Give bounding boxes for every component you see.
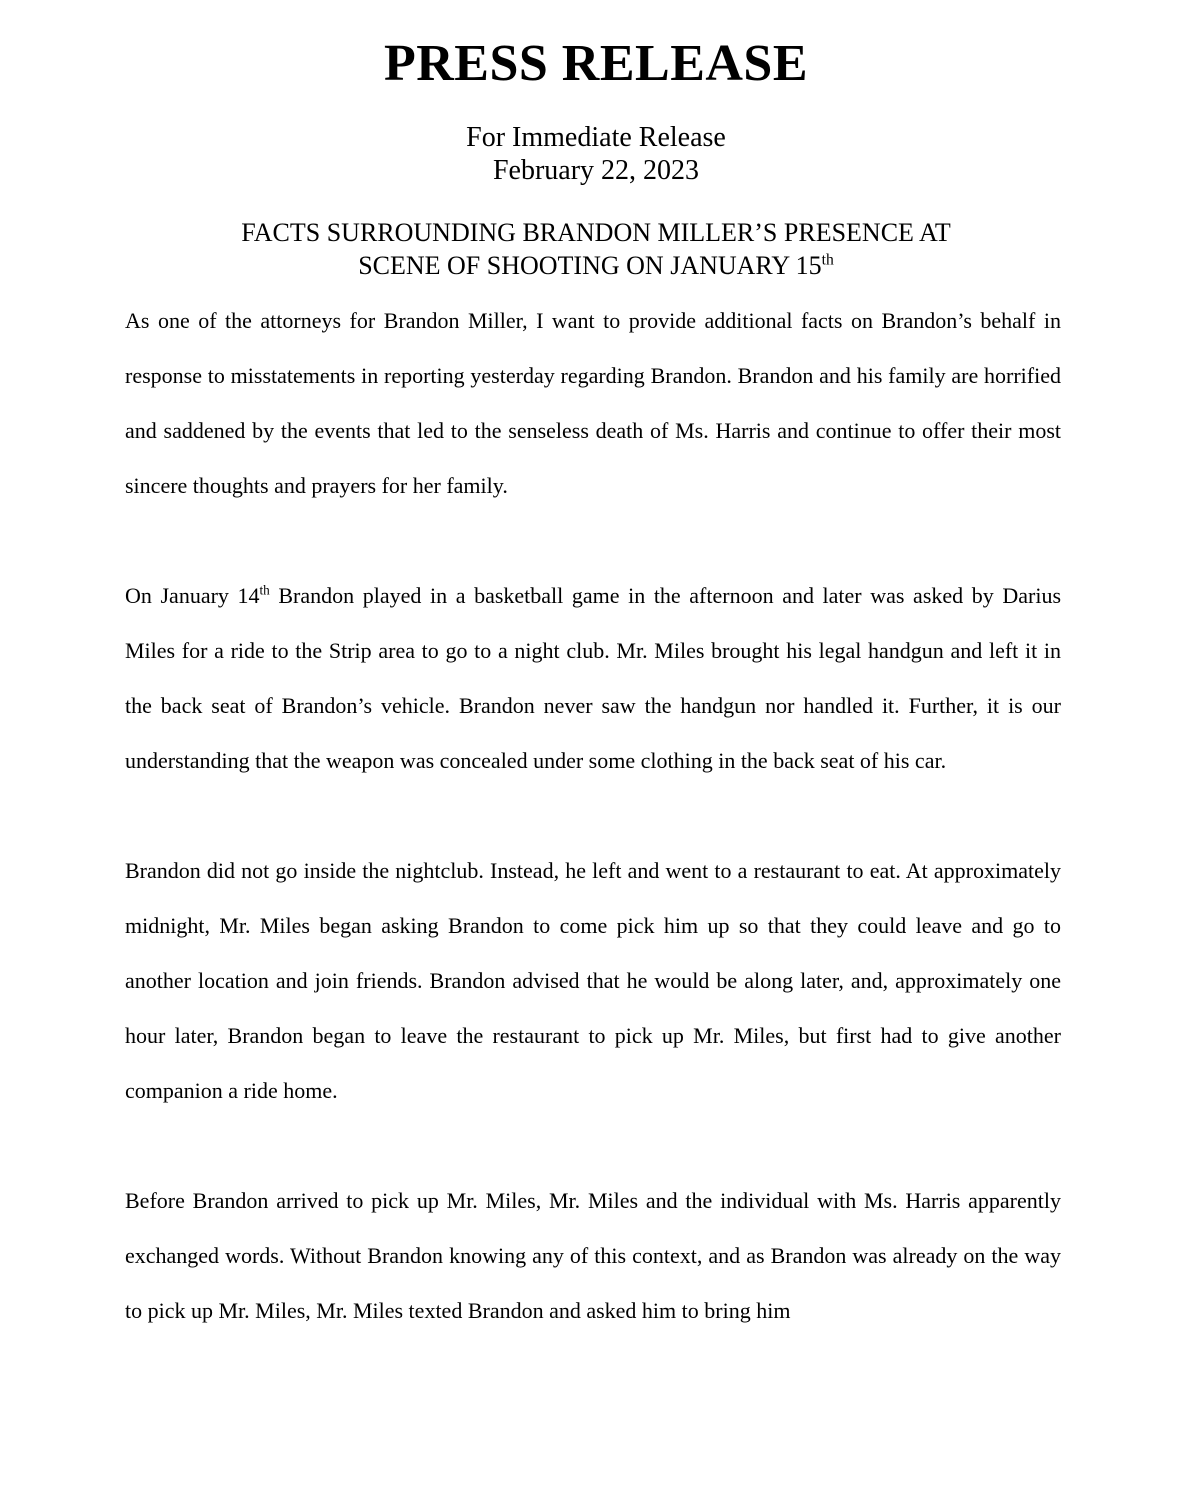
headline-line-1: FACTS SURROUNDING BRANDON MILLER’S PRESENCE AT bbox=[241, 218, 951, 247]
headline-ordinal-suffix: th bbox=[821, 251, 834, 269]
paragraph-3: Brandon did not go inside the nightclub. Instead, he left and went to a restaurant to eat. At approximately midnight, Mr. Miles began asking Brandon to come pick him up so that they could leave and go to another location and join friends. Brandon advised that he would be along later, and, approximately one hour later, Brandon began to leave the restaurant to pick up Mr. Miles, but first had to give another companion a ride home. bbox=[125, 858, 1061, 1103]
release-line: For Immediate Release bbox=[466, 122, 726, 153]
paragraph-2 bbox=[125, 568, 1061, 788]
paragraph-2-lead: On January 14 bbox=[125, 583, 260, 608]
paragraph-4: Before Brandon arrived to pick up Mr. Miles, Mr. Miles and the individual with Ms. Harris apparently exchanged words. Without Brandon knowing any of this context, and as Brandon was already on the way to pick up Mr. Miles, Mr. Miles texted Brandon and asked him to bring him bbox=[125, 1188, 1061, 1323]
release-info bbox=[0, 121, 1192, 187]
headline bbox=[0, 216, 1192, 282]
paragraph-2-rest: Brandon played in a basketball game in the afternoon and later was asked by Darius Miles for a ride to the Strip area to go to a night club. Mr. Miles brought his legal handgun and left it in the back seat of Brandon’s vehicle. Brandon never saw the handgun nor handled it. Further, it is our understanding that the weapon was concealed under some clothing in the back seat of his car. bbox=[125, 583, 1061, 773]
paragraph-1: As one of the attorneys for Brandon Miller, I want to provide additional facts on Brandon’s behalf in response to misstatements in reporting yesterday regarding Brandon. Brandon and his family are horrified and saddened by the events that led to the senseless death of Ms. Harris and continue to offer their most sincere thoughts and prayers for her family. bbox=[125, 308, 1061, 498]
paragraph-2-ordinal-suffix: th bbox=[259, 582, 270, 598]
body-text bbox=[125, 293, 1061, 1393]
document-title: PRESS RELEASE bbox=[383, 35, 809, 92]
release-date: February 22, 2023 bbox=[492, 155, 700, 186]
headline-line-2-text: SCENE OF SHOOTING ON JANUARY 15 bbox=[358, 251, 822, 280]
headline-line-2 bbox=[0, 249, 1192, 282]
